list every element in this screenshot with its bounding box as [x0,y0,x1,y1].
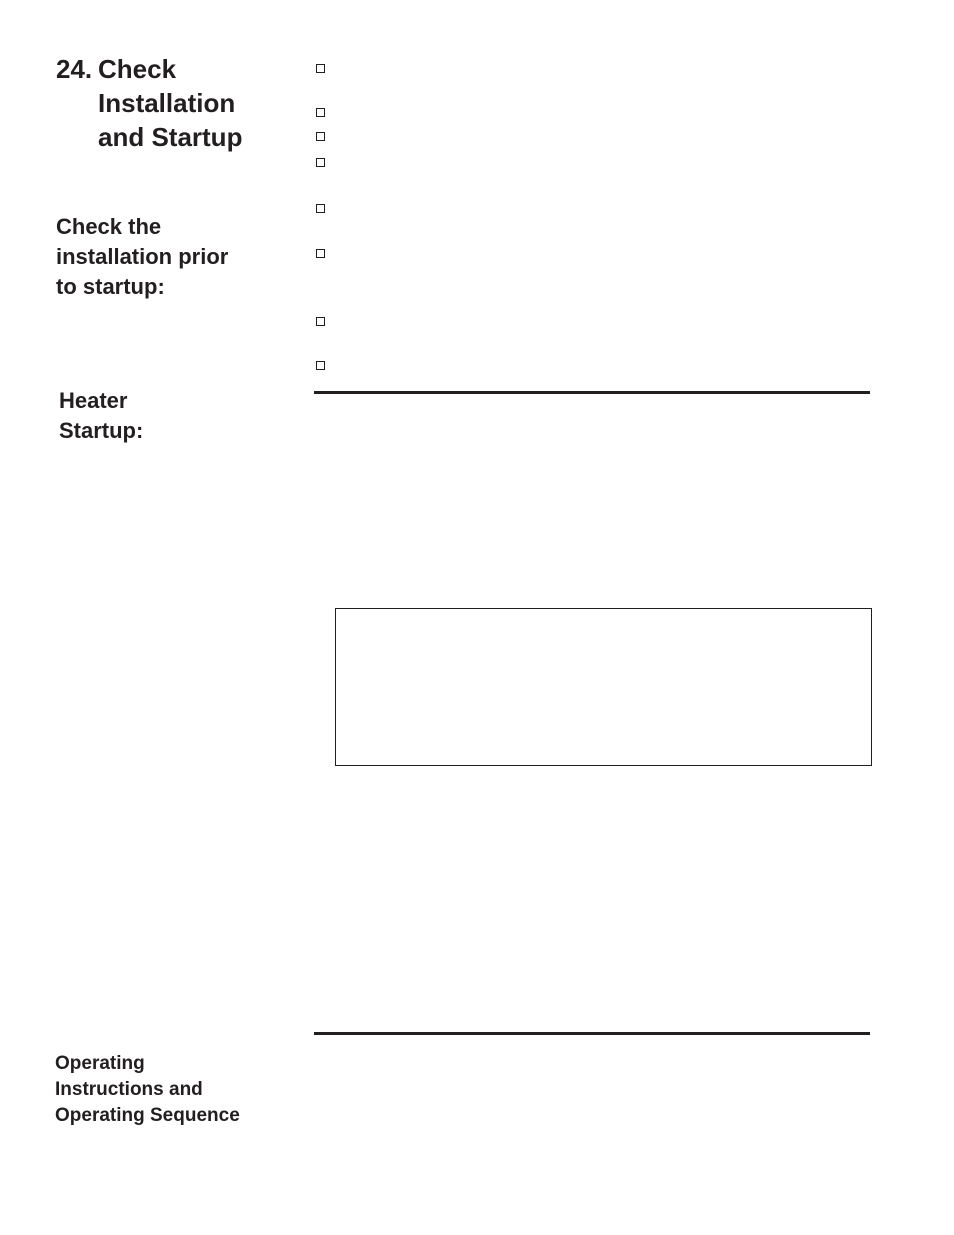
section-number: 24. [56,54,93,84]
notice-box [335,608,872,766]
section-title-line-3: and Startup [98,122,243,152]
operating-heading-line-2: Instructions and [55,1079,203,1100]
checklist-checkbox-6[interactable] [316,249,325,258]
checklist-checkbox-4[interactable] [316,158,325,167]
startup-heading-line-1: Heater [59,388,128,413]
check-heading-line-1: Check the [56,214,162,239]
checklist-checkbox-5[interactable] [316,204,325,213]
section-divider-bottom [314,1032,870,1035]
operating-heading-line-3: Operating Sequence [55,1105,240,1126]
checklist-checkbox-3[interactable] [316,132,325,141]
section-title-word: Check [98,54,177,84]
checklist-checkbox-7[interactable] [316,317,325,326]
section-divider-top [314,391,870,394]
check-heading-line-3: to startup: [56,274,165,299]
section-title [56,52,296,154]
operating-heading-line-1: Operating [55,1053,145,1074]
checklist-checkbox-2[interactable] [316,108,325,117]
section-title-line-2: Installation [98,88,236,118]
startup-heading-line-2: Startup: [59,418,144,443]
section-title-line-1 [56,52,296,86]
check-installation-heading [56,212,286,302]
operating-instructions-heading [55,1051,295,1129]
checklist-checkbox-8[interactable] [316,361,325,370]
check-heading-line-2: installation prior [56,244,229,269]
checklist-checkbox-1[interactable] [316,64,325,73]
heater-startup-heading [59,386,259,446]
